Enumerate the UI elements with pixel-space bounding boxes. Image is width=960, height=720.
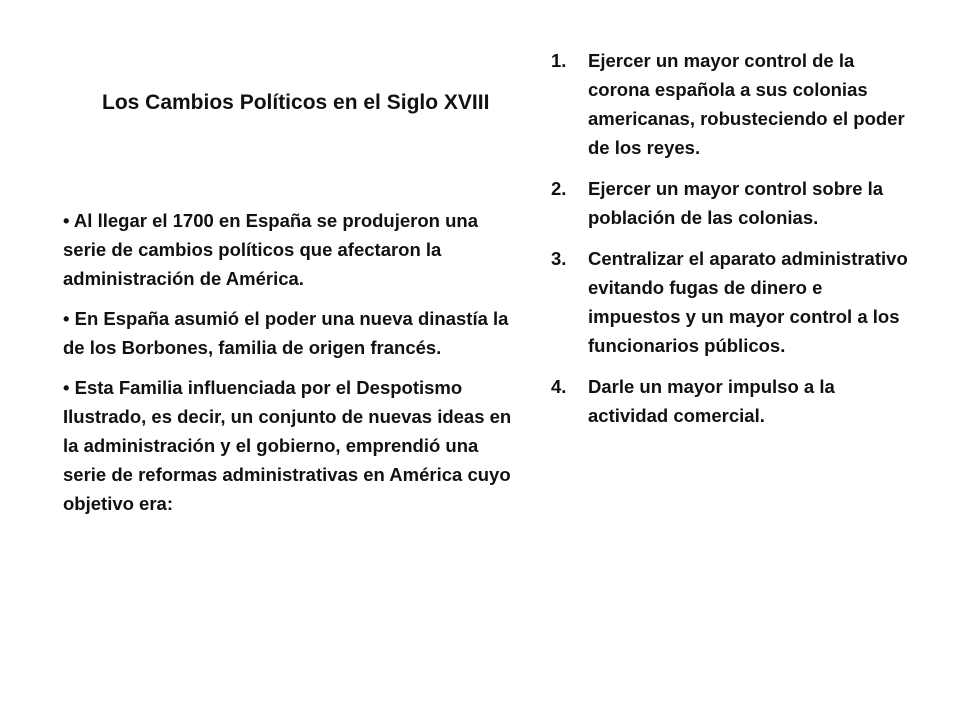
objective-text: Darle un mayor impulso a la actividad comercial.: [588, 376, 835, 426]
objective-item: [551, 244, 911, 360]
bullet-item: • En España asumió el poder una nueva dinastía la de los Borbones, familia de origen francés.: [63, 308, 509, 358]
objective-text: Ejercer un mayor control sobre la población de las colonias.: [588, 178, 884, 228]
objective-text: Ejercer un mayor control de la corona española a sus colonias americanas, robusteciendo el poder de los reyes.: [588, 50, 905, 158]
objective-item: [551, 372, 911, 430]
objectives-list: [551, 46, 911, 442]
bullet-item: • Esta Familia influenciada por el Despotismo Ilustrado, es decir, un conjunto de nuevas ideas en la administración y el gobierno, emprendió una serie de reformas administrativas en América cuyo objetivo era:: [63, 377, 512, 514]
objective-number: 1.: [551, 50, 567, 71]
objective-number: 4.: [551, 376, 567, 397]
objective-item: [551, 46, 911, 162]
objective-number: 3.: [551, 248, 567, 269]
objective-item: [551, 174, 911, 232]
objective-number: 2.: [551, 178, 567, 199]
bullet-item: • Al llegar el 1700 en España se produjeron una serie de cambios políticos que afectaron la administración de América.: [63, 210, 478, 289]
objective-text: Centralizar el aparato administrativo evitando fugas de dinero e impuestos y un mayor control a los funcionarios públicos.: [588, 248, 908, 356]
bullet-list: [63, 206, 525, 529]
slide-title: Los Cambios Políticos en el Siglo XVIII: [102, 91, 490, 114]
